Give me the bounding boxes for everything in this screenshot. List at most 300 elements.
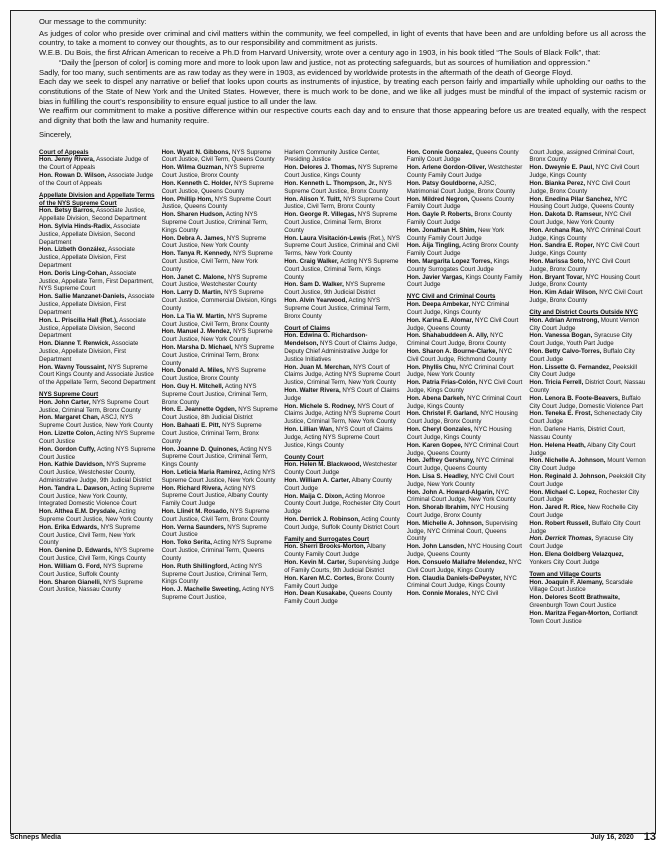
judge-name: Hon. Patria Frias-Colón, — [406, 379, 478, 387]
signatory-entry — [284, 281, 401, 297]
judge-title: NYS Court of Claims Judge — [284, 387, 400, 402]
signatory-entry — [407, 473, 524, 489]
judge-name: Hon. Verna Saunders, — [161, 523, 226, 531]
judge-name: Hon. Sandra E. Roper, — [529, 242, 595, 250]
signatory-entry — [407, 426, 524, 442]
signatory-entry — [162, 367, 279, 383]
judge-name: Hon. Aija Tingling, — [406, 242, 461, 250]
judge-title: NYS Supreme Court Justice, Civil Term, Bronx County — [161, 312, 270, 328]
judge-name: Hon. Connie Morales, — [406, 590, 471, 598]
judge-name: Hon. Lizette Colon, — [39, 430, 96, 438]
judge-name: Hon. Maritza Fegan-Morton, — [529, 609, 611, 617]
judge-name: Hon. Patsy Gouldborne, — [406, 179, 478, 187]
signatory-entry — [529, 489, 646, 505]
judge-title: Acting NYS Supreme Court Justice, Criminal Term, Queens County — [161, 539, 272, 562]
judge-name: Hon. John A. Howard-Algarin, — [406, 488, 495, 496]
signatory-entry — [39, 430, 156, 446]
signatory-entry — [162, 250, 279, 273]
signatory-entry — [284, 332, 401, 363]
judge-title: NYC Criminal Court Judge, New York County — [406, 363, 514, 379]
judge-title: NYC Civil Court Judge, Bronx County — [529, 289, 643, 305]
signatory-entry — [284, 493, 401, 516]
judge-name: Hon. Larry D. Martin, — [161, 289, 223, 297]
signatory-entry — [529, 551, 646, 567]
du-bois-quote: “Daily the [person of color] is coming more and more to look upon law and justice, not as protecting safeguards, but as sources of humiliation and oppression.” — [59, 57, 591, 67]
judge-name: Hon. Tandra L. Dawson, — [39, 484, 110, 492]
judge-name: Hon. Cheryl Gonzales, — [406, 426, 473, 434]
judge-title: NYC Criminal Court Judge, Kings County — [406, 394, 522, 410]
judge-name: Hon. Wavny Toussaint, — [39, 363, 107, 371]
signatories-column — [284, 149, 401, 744]
judge-title: NYC Civil Court Judge, New York County — [529, 211, 632, 226]
signatory-entry — [407, 504, 524, 520]
judge-title: Acting County Court Judge, Suffolk County District Court — [284, 516, 400, 531]
judge-name: Hon. Mildred Negron, — [406, 195, 470, 203]
judge-name: Hon. Michael C. Lopez, — [529, 488, 597, 496]
signatory-entry — [284, 461, 401, 477]
judge-title: NYC Criminal Court Judge, Bronx County — [406, 332, 506, 348]
signatory-entry — [39, 364, 156, 387]
judge-name: Hon. Bryant Tovar, — [529, 273, 584, 281]
signatory-entry — [284, 297, 401, 320]
signatories-list — [39, 149, 646, 744]
judge-name: Hon. Ruth Shillingford, — [161, 562, 229, 570]
judge-title: NYC Civil Court Judge, New York County — [406, 472, 514, 488]
judge-title: NYS Supreme Court Justice, 8th Judicial District — [161, 406, 278, 422]
judge-title: Associate Justice, Appellate Division, Second Department — [39, 316, 146, 340]
judge-title: Acting NYS Supreme Court Justice, Criminal Term, Kings County — [161, 211, 268, 234]
judge-title: NYS Supreme Court Justice, Queens County — [161, 195, 271, 211]
signatory-entry — [529, 149, 646, 165]
signatory-entry — [39, 524, 156, 547]
message-text — [39, 17, 646, 140]
signatory-entry — [529, 274, 646, 290]
judge-name: Hon. Marsha D. Michael, — [161, 343, 233, 351]
judge-name: Hon. Reginald J. Johnson, — [529, 472, 608, 480]
judge-title: Peekskill City Court Judge — [529, 472, 646, 488]
section-heading: Family and Surrogates Court — [284, 535, 370, 543]
judge-title: Queens County Family Court Judge — [284, 590, 393, 606]
signatory-entry — [407, 227, 524, 243]
judge-title: Associate Justice, Appellate Division, First Department — [39, 246, 135, 269]
judge-title: Acting NYS Supreme Court Justice, — [161, 586, 274, 601]
judge-name: Hon. Christel F. Garland, — [406, 410, 479, 418]
judge-title: Associate Justice, Appellate Division, Second Department — [39, 207, 147, 223]
signatory-entry — [407, 211, 524, 227]
section-heading: Appellate Division and Appellate Terms of the NYS Supreme Court — [39, 191, 155, 207]
section-heading: County Court — [284, 453, 324, 461]
judge-title: New Rochelle City Court Judge — [529, 504, 639, 519]
signatory-entry — [529, 504, 646, 520]
judge-name: Hon. Michele S. Rodney, — [284, 402, 356, 410]
signatory-entry — [407, 274, 524, 290]
judge-title: NYC Civil Court Judge, Bronx County — [529, 179, 631, 195]
signatory-entry — [39, 461, 156, 484]
signatory-entry — [529, 364, 646, 380]
judge-name: Hon. Lillian Wan, — [284, 426, 334, 434]
judge-name: Hon. Richard Rivera, — [161, 484, 223, 492]
signatory-entry — [407, 364, 524, 380]
section-heading: Court of Claims — [284, 324, 331, 332]
judge-title: Acting NYS Supreme Court Justice, Criminal Term, Kings County — [284, 258, 399, 281]
signatory-entry — [284, 364, 401, 387]
judge-title: NYC Criminal Court Judge, Kings County — [529, 226, 641, 242]
judge-name: Hon. Genine D. Edwards, — [39, 547, 113, 555]
judge-name: Hon. Tanya R. Kennedy, — [161, 250, 232, 258]
signatory-entry — [529, 457, 646, 473]
judge-title: NYS Supreme Court Justice, Queens County — [161, 179, 274, 195]
judge-title: Syracuse City Court Judge — [529, 535, 634, 551]
signatory-entry — [39, 293, 156, 316]
judge-name: Hon. Betty Calvo-Torres, — [529, 347, 602, 355]
judge-name: Hon. Gordon Cuffy, — [39, 445, 96, 453]
signatory-entry — [407, 442, 524, 458]
judge-title: Kings County Family Court Judge — [406, 273, 523, 289]
judge-name: Hon. Marissa Soto, — [529, 258, 586, 265]
judge-title: NYC Civil Court Judge, Queens County — [406, 316, 519, 332]
signatory-entry — [529, 242, 646, 258]
signatory-entry — [162, 211, 279, 234]
judge-name: Hon. Michelle A. Johnson, — [406, 519, 484, 527]
judge-name: Hon. Bianka Perez, — [529, 179, 586, 187]
community-message-box — [10, 10, 656, 834]
judge-title: NYC Civil — [470, 590, 499, 598]
signatory-entry — [162, 328, 279, 344]
judge-name: Hon. Jenny Rivera, — [39, 156, 95, 164]
judge-name: Hon. John Lansden, — [406, 543, 466, 551]
judge-title: NYS Supreme Court Justice, Commercial Division, Kings County — [161, 289, 277, 312]
judge-name: Hon. Leticia Maria Ramirez, — [161, 468, 243, 476]
signatory-entry — [39, 156, 156, 172]
judge-name: Hon. Delores Scott Brathwaite, — [529, 594, 620, 602]
judge-title: NYC Criminal Court Judge, Queens County — [406, 441, 519, 457]
signatory-entry — [39, 270, 156, 293]
section-heading: City and District Courts Outside NYC — [529, 308, 639, 316]
judge-name: Hon. Wyatt N. Gibbons, — [161, 148, 231, 156]
judge-title: Associate Justice, Appellate Division, First Department — [39, 340, 139, 363]
signatory-entry — [284, 235, 401, 258]
judge-name: Hon. Javier Vargas, — [406, 273, 464, 281]
signatory-entry — [407, 242, 524, 258]
signatory-entry — [39, 579, 156, 595]
judge-name: Hon. William A. Carter, — [284, 476, 351, 484]
signatory-entry — [39, 563, 156, 579]
judge-name: Hon. Delores J. Thomas, — [284, 164, 357, 172]
judge-name: Hon. Toko Serita, — [161, 539, 213, 547]
signatory-entry — [529, 317, 646, 333]
signatory-entry — [162, 539, 279, 562]
signatory-entry — [284, 426, 401, 449]
judge-name: Hon. Manuel J. Mendez, — [161, 328, 232, 336]
judge-title: Associate Judge of the Court of Appeals — [39, 172, 154, 187]
judge-name: Hon. Wilma Guzman, — [161, 164, 224, 172]
judge-name: Hon. Sharon A. Bourne-Clarke, — [406, 347, 498, 355]
judge-title: NYC Criminal Court Judge, New York County — [406, 488, 516, 504]
signatory-entry — [39, 547, 156, 563]
judge-title: Westchester County Court Judge — [284, 461, 398, 477]
judge-title: NYC Housing Court Judge, Queens County — [529, 195, 634, 211]
judge-title: Buffalo City Court Judge — [529, 519, 641, 535]
judge-name: Hon. Dakota D. Ramseur, — [529, 211, 603, 219]
judge-title: NYS Supreme Court Justice, Civil Term, Bronx County — [161, 508, 270, 523]
judge-title: NYS Supreme Court Justice, Criminal Term, Bronx County — [161, 343, 275, 367]
judge-name: Hon. Betsy Barros, — [39, 207, 95, 215]
signatory-entry — [162, 422, 279, 445]
judge-title: NYS Court of Claims Judge, Deputy Chief Administrative Judge for Justice Initiatives — [284, 340, 398, 363]
signatory-entry — [162, 485, 279, 508]
judge-name: Hon. Archana Rao, — [529, 226, 585, 234]
judge-title: Mount Vernon City Court Judge — [529, 457, 646, 473]
judge-name: Hon. Margaret Chan, — [39, 414, 100, 422]
signatory-entry — [162, 180, 279, 196]
judge-title: NYS Supreme Court Justice, Nassau County — [39, 578, 143, 594]
judge-title: NYS Supreme Court Kings County and Associate Justice of the Appellate Term, Second Department — [39, 363, 156, 387]
judge-name: Hon. Phillip Hom, — [161, 195, 213, 203]
judge-name: Hon. Teneka E. Frost, — [529, 410, 593, 418]
signatory-entry — [162, 469, 279, 485]
signatory-entry — [407, 489, 524, 505]
judge-name: Hon. Phyllis Chu, — [406, 363, 458, 371]
judge-title: Peekskill City Court Judge — [529, 363, 637, 379]
signatory-entry — [162, 274, 279, 290]
signatory-entry — [407, 348, 524, 364]
message-heading: Our message to the community: — [39, 17, 147, 26]
judge-title: Acting NYS Supreme Court Justice — [39, 445, 156, 461]
judge-title: Court Judge, assigned Criminal Court, Bronx County — [529, 148, 635, 164]
judge-title: NYC Housing Court Judge, Bronx County — [406, 504, 509, 519]
judge-title: Mount Vernon City Court Judge — [529, 316, 640, 332]
judge-name: Hon. Debra A. James, — [161, 234, 225, 242]
judge-name: Hon. Sam D. Walker, — [284, 281, 344, 289]
judge-title: Rochester City Court Judge — [529, 488, 640, 504]
judge-name: Hon. Sherri Brooks-Morton, — [284, 543, 366, 551]
judge-title: Kings County Surrogates Court Judge — [406, 258, 510, 273]
judge-name: Hon. Llinét M. Rosado, — [161, 508, 229, 515]
signatory-entry — [529, 211, 646, 227]
signatory-entry — [284, 516, 401, 532]
judge-title: NYS Supreme Court Justice, New York County — [161, 328, 273, 344]
judge-name: Hon. Lizbeth González, — [39, 246, 107, 254]
judge-name: Hon. Rowan D. Wilson, — [39, 172, 107, 180]
judge-name: Hon. Abena Darkeh, — [406, 394, 466, 402]
judge-title: Supervising Judge of Family Courts, 9th Judicial District — [284, 559, 400, 574]
signatory-entry — [529, 426, 646, 442]
judge-name: Hon. Jeffrey Gershuny, — [406, 457, 475, 465]
signatory-entry — [407, 379, 524, 395]
judge-title: Queens County Family Court Judge — [406, 148, 519, 164]
signatory-entry — [529, 348, 646, 364]
judge-name: Hon. Jonathan H. Shim, — [406, 226, 477, 234]
judge-title: NYS Supreme Court Justice, Criminal Term, Bronx County — [39, 398, 149, 414]
signatory-entry — [39, 246, 156, 269]
judge-name: Hon. Derrick Thomas, — [529, 535, 594, 543]
judge-title: Associate Justice, Appellate Division, Second Department — [39, 222, 141, 246]
judge-name: Hon. Kenneth L. Thompson, Jr., — [284, 179, 378, 187]
signatory-entry — [284, 164, 401, 180]
signatory-entry — [529, 520, 646, 536]
judge-name: Hon. Kathie Davidson, — [39, 461, 105, 469]
judge-title: Buffalo City Court Judge, Domestic Violence Part — [529, 394, 644, 410]
judge-name: Hon. Sharen Hudson, — [161, 211, 225, 219]
judge-title: NYC Housing Court Judge, Bronx County — [406, 410, 518, 426]
signatory-entry — [284, 180, 401, 196]
judge-title: Associate Justice, Appellate Term, First Department, NYS Supreme Court — [39, 269, 154, 293]
signatory-entry — [529, 594, 646, 610]
judge-name: Hon. Sylvia Hinds-Radix, — [39, 222, 112, 230]
judge-name: Hon. Connie Gonzalez, — [406, 148, 474, 156]
message-paragraph-1: As judges of color who preside over criminal and civil matters within the community, we feel compelled, in light of events that have been and are unfolding before us all across the country, to take a moment to convey our thoughts, as to our responsibility and commitment as jurists. — [39, 28, 646, 48]
judge-name: Hon. Jared R. Rice, — [529, 504, 586, 512]
message-paragraph-2: W.E.B. Du Bois, the first African American to receive a Ph.D from Harvard University, wrote over a century ago in 1903, in his book titled “The Souls of Black Folk”, that: — [39, 48, 601, 58]
judge-title: NYS Supreme Court Justice, Civil Term, New York County — [161, 250, 273, 273]
signatory-entry — [529, 535, 646, 551]
judge-name: Hon. Kenneth C. Holder, — [161, 179, 233, 187]
signatory-entry — [162, 406, 279, 422]
section-heading: NYS Supreme Court — [39, 391, 99, 398]
judge-title: Acting NYS Supreme Court Justice, Criminal Term, Kings County — [161, 445, 272, 469]
signatory-entry — [529, 332, 646, 348]
judge-name: Hon. Sallie Manzanet-Daniels, — [39, 293, 127, 301]
signatory-entry — [529, 442, 646, 458]
signatory-entry — [407, 543, 524, 559]
judge-name: Hon. Consuelo Mallafre Melendez, — [406, 558, 507, 566]
signatory-entry — [407, 332, 524, 348]
judge-name: Hon. Juan M. Merchan, — [284, 363, 352, 371]
signatory-entry — [162, 196, 279, 212]
judge-name: Hon. Karina E. Alomar, — [406, 316, 474, 324]
signatory-entry — [529, 379, 646, 395]
judge-title: Yonkers City Court Judge — [529, 558, 600, 566]
signatory-entry — [162, 524, 279, 540]
judge-name: Hon. Karen M.C. Cortes, — [284, 574, 356, 582]
signatories-column — [39, 149, 156, 744]
judge-name: Hon. Claudia Daniels-DePeyster, — [406, 574, 503, 582]
signatory-entry — [284, 403, 401, 426]
signatory-entry — [284, 387, 401, 403]
signatory-entry — [39, 508, 156, 524]
judge-title: NYS Supreme Court Justice, New York County — [161, 234, 267, 250]
signatory-entry — [162, 586, 279, 602]
judge-title: Acting NYS Supreme Court Justice — [39, 430, 155, 445]
judge-name: Hon. Doris Ling-Cohan, — [39, 269, 109, 277]
signatory-entry — [529, 410, 646, 426]
judge-name: Hon. Derrick J. Robinson, — [284, 516, 360, 523]
judge-name: Hon. Lissette G. Fernandez, — [529, 363, 611, 371]
judge-title: NYS Supreme Court Justice, Kings County — [284, 164, 398, 180]
judge-title: NYC Civil Court Judge, Kings County — [529, 242, 640, 258]
judge-title: NYC Civil Court Judge, Bronx County — [529, 258, 631, 273]
judge-title: NYC Criminal Court Judge, Queens County — [406, 457, 514, 473]
signatory-entry — [407, 395, 524, 411]
signatory-entry — [162, 383, 279, 406]
signatory-entry — [162, 508, 279, 524]
signatory-entry — [529, 610, 646, 626]
section-heading: Court of Appeals — [39, 148, 89, 156]
signatory-entry — [284, 590, 401, 606]
judge-title: NYC Housing Court Judge, Bronx County — [529, 273, 640, 289]
judge-title: Syracuse City Court Judge, Youth Part Judge — [529, 332, 633, 348]
signatory-entry — [284, 543, 401, 559]
judge-name: Hon. Nichelle A. Johnson, — [529, 457, 606, 465]
judge-name: Hon. Shorab Ibrahim, — [406, 504, 470, 512]
judge-title: Buffalo City Court Judge — [529, 347, 635, 363]
signatory-entry — [162, 289, 279, 312]
judge-title: NYS Court of Claims Judge, Acting NYS Supreme Court Justice, Criminal Term, New York County — [284, 402, 401, 426]
judge-title: Supervising Judge, NYC Criminal Court, Queens County — [406, 519, 518, 543]
judge-title: Greenburgh Town Court Justice — [529, 601, 617, 609]
signatory-entry — [284, 477, 401, 493]
judge-name: Hon. Tricia Ferrell, — [529, 379, 584, 387]
judge-title: NYC Criminal Court Judge, Kings County — [406, 574, 517, 590]
judge-title: Acting Bronx County Family Court Judge — [406, 242, 519, 258]
judge-title: NYS Supreme Court Justice, Westchester County — [161, 273, 268, 289]
judge-name: Hon. Maija C. Dixon, — [284, 492, 344, 500]
judge-title: NYS Supreme Court Justice, Criminal Term, Bronx County — [161, 422, 262, 445]
judge-name: Hon. Laura Visitación-Lewis — [284, 234, 367, 242]
judge-title: Hon. Darlene Harris, District Court, Nassau County — [529, 426, 625, 441]
judge-name: Hon. Walter Rivera, — [284, 387, 341, 394]
judge-name: Hon. Kim Adair Wilson, — [529, 289, 598, 297]
judge-name: Hon. Adrian Armstrong, — [529, 316, 600, 324]
signatory-entry — [162, 235, 279, 251]
signatory-entry — [39, 340, 156, 363]
judge-name: Hon. Joaquin F. Alemany, — [529, 578, 604, 586]
signatory-entry — [162, 164, 279, 180]
signatory-entry — [529, 579, 646, 595]
signatory-entry — [407, 180, 524, 196]
judge-name: Hon. Lenora B. Foote-Beavers, — [529, 394, 620, 402]
judge-name: Hon. Dean Kusakabe, — [284, 590, 348, 598]
signatory-entry — [39, 414, 156, 430]
message-paragraph-4: Each day we seek to dispel any narrative or belief that looks upon courts as instruments of injustice, by treating each person fairly and impartially while upholding our oaths to the constitutions of the State of New York and the United States. However, there is much work to be done, and we like all judges must be mindful of the impact of systemic racism or bias in fulfilling the court’s responsibility to ensure equal justice to all under the law. — [39, 77, 646, 106]
judge-title: Acting NYS Supreme Court Justice, Criminal Term, Bronx County — [284, 297, 391, 320]
judge-title: NYS Supreme Court Justice, Bronx County — [161, 367, 266, 383]
judge-title: Westchester County Family Court Judge — [406, 164, 523, 180]
section-heading: Town and Village Courts — [529, 570, 601, 578]
judge-title: District Court, Nassau County — [529, 379, 646, 394]
judge-title: Acting NYS Supreme Court Justice, Criminal Term, Bronx County — [161, 383, 268, 406]
signatory-entry — [529, 258, 646, 274]
judge-name: Hon. Guy H. Mitchell, — [161, 383, 224, 390]
judge-name: Hon. Alvin Yearwood, — [284, 297, 348, 305]
signatories-column — [407, 149, 524, 744]
judge-title: New York County Family Court Judge — [406, 226, 505, 242]
judge-title: NYS Supreme Court Justice, Civil Term, Kings County — [39, 547, 154, 563]
judge-name: Hon. John Carter, — [39, 398, 91, 406]
judge-name: Hon. L. Priscilla Hall (Ret.), — [39, 316, 118, 324]
signatory-entry — [39, 223, 156, 246]
judge-title: NYC Civil Court Judge, Richmond County — [406, 347, 513, 363]
message-closing: Sincerely, — [39, 129, 72, 139]
signatory-entry — [407, 575, 524, 591]
judge-title: NYS Court of Claims Judge, Acting NYS Supreme Court Justice, Criminal Term, New York County — [284, 363, 401, 387]
judge-name: Hon. Sharon Gianelli, — [39, 578, 102, 586]
judge-name: Hon. Vanessa Bogan, — [529, 332, 593, 340]
signatory-entry — [284, 559, 401, 575]
judge-title: NYC Criminal Court Judge, Kings County — [406, 301, 510, 316]
judge-title: Acting Monroe County Court Judge, Rochester City Court Judge — [284, 492, 401, 516]
judge-title: Acting NYS Supreme Court Justice, Albany County Family Court Judge — [161, 484, 268, 508]
judge-title: NYS Supreme Court Justice, Civil Term, Bronx County — [284, 195, 400, 211]
signatory-entry — [162, 344, 279, 367]
signatory-entry — [39, 317, 156, 340]
judge-title: NYS Supreme Court Justice, 9th Judicial District — [284, 281, 386, 297]
judge-name: Hon. Craig Walker, — [284, 258, 339, 265]
judge-name: Hon. La Tia W. Martin, — [161, 312, 226, 320]
judge-name: Hon. Elena Goldberg Velazquez, — [529, 551, 624, 559]
signatory-entry — [284, 575, 401, 591]
signatory-entry — [39, 485, 156, 508]
